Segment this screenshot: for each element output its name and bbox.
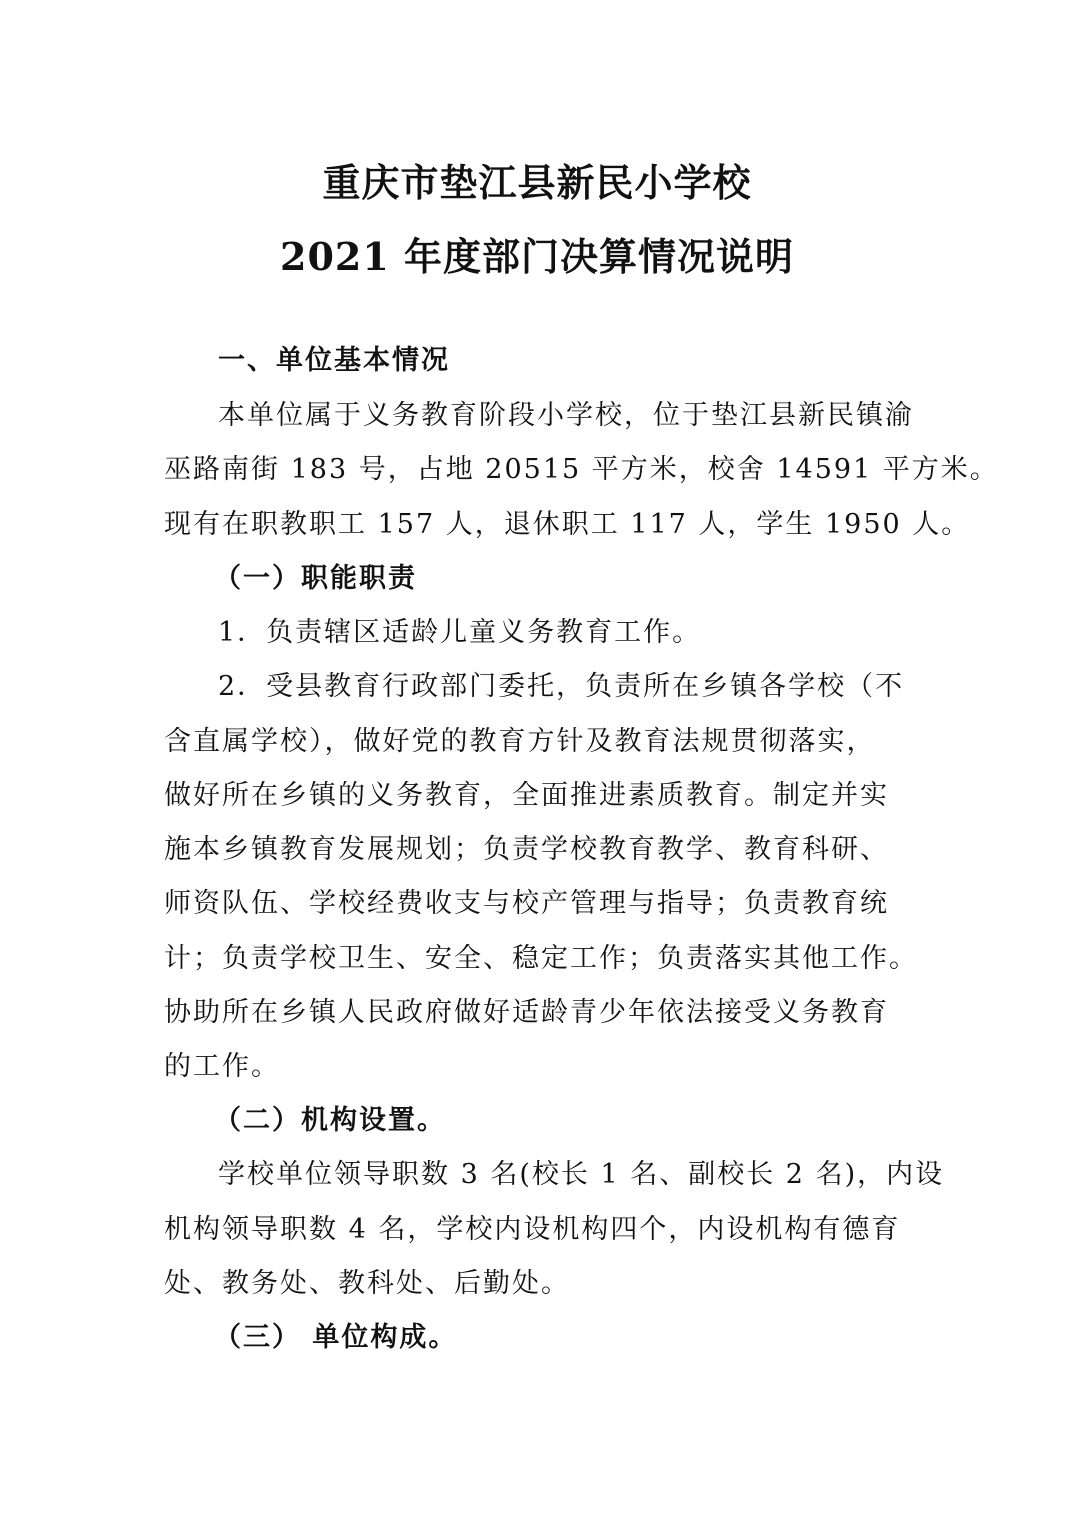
document-title-line-1: 重庆市垫江县新民小学校 bbox=[322, 160, 752, 205]
org-line-1: 学校单位领导职数 3 名(校长 1 名、副校长 2 名)，内设 bbox=[218, 1159, 945, 1190]
duty-item-2-line-4: 施本乡镇教育发展规划；负责学校教育教学、教育科研、 bbox=[164, 834, 889, 865]
org-line-2: 机构领导职数 4 名，学校内设机构四个，内设机构有德育 bbox=[164, 1214, 901, 1245]
intro-line-3: 现有在职教职工 157 人，退休职工 117 人，学生 1950 人。 bbox=[164, 509, 971, 540]
subsection-heading-organization: （二）机构设置。 bbox=[214, 1105, 446, 1136]
intro-line-2: 巫路南街 183 号，占地 20515 平方米，校舍 14591 平方米。 bbox=[164, 454, 999, 485]
subsection-heading-composition: （三） 单位构成。 bbox=[214, 1322, 458, 1353]
duty-item-2-line-3: 做好所在乡镇的义务教育，全面推进素质教育。制定并实 bbox=[164, 780, 889, 811]
section-heading-basic-info: 一、单位基本情况 bbox=[218, 345, 450, 376]
duty-item-1: 1．负责辖区适龄儿童义务教育工作。 bbox=[218, 617, 702, 648]
org-line-3: 处、教务处、教科处、后勤处。 bbox=[164, 1268, 570, 1299]
intro-line-1: 本单位属于义务教育阶段小学校，位于垫江县新民镇渝 bbox=[218, 400, 914, 431]
subsection-heading-duties: （一）职能职责 bbox=[214, 563, 417, 594]
duty-item-2-line-8: 的工作。 bbox=[164, 1051, 280, 1082]
document-title-line-2: 2021 年度部门决算情况说明 bbox=[280, 234, 794, 279]
duty-item-2-line-6: 计；负责学校卫生、安全、稳定工作；负责落实其他工作。 bbox=[164, 943, 918, 974]
duty-item-2-line-7: 协助所在乡镇人民政府做好适龄青少年依法接受义务教育 bbox=[164, 997, 889, 1028]
duty-item-2-line-2: 含直属学校），做好党的教育方针及教育法规贯彻落实， bbox=[164, 726, 876, 757]
duty-item-2-line-1: 2．受县教育行政部门委托，负责所在乡镇各学校（不 bbox=[218, 671, 905, 702]
duty-item-2-line-5: 师资队伍、学校经费收支与校产管理与指导；负责教育统 bbox=[164, 888, 889, 919]
